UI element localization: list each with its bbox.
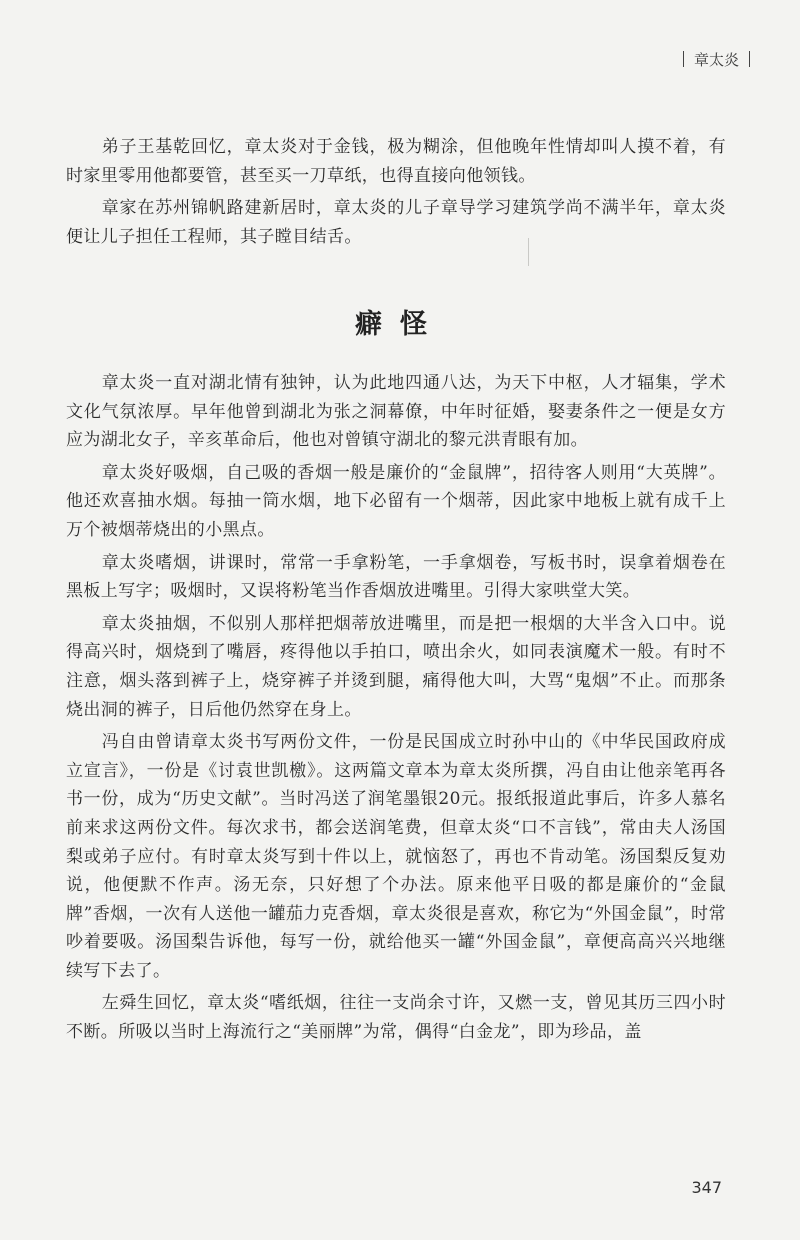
paragraph: 左舜生回忆，章太炎“嗜纸烟，往往一支尚余寸许，又燃一支，曾见其历三四小时不断。所吸以当时上海流行之“美丽牌”为常，偶得“白金龙”，即为珍品，盖 bbox=[66, 993, 726, 1043]
running-header bbox=[673, 46, 760, 72]
page-number: 347 bbox=[691, 1178, 722, 1197]
header-divider-left bbox=[683, 51, 684, 67]
section-title: 癖怪 bbox=[355, 309, 445, 340]
paragraph: 章太炎嗜烟，讲课时，常常一手拿粉笔，一手拿烟卷，写板书时，误拿着烟卷在黑板上写字；吸烟时，又误将粉笔当作香烟放进嘴里。引得大家哄堂大笑。 bbox=[66, 552, 726, 602]
paragraph: 冯自由曾请章太炎书写两份文件，一份是民国成立时孙中山的《中华民国政府成立宣言》，一份是《讨袁世凯檄》。这两篇文章本为章太炎所撰，冯自由让他亲笔再各书一份，成为“历史文献”。当时冯送了润笔墨银20元。报纸报道此事后，许多人慕名前来求这两份文件。每次求书，都会送润笔费，但章太炎“口不言钱”，常由夫人汤国梨或弟子应付。有时章太炎写到十件以上，就恼怒了，再也不肯动笔。汤国梨反复劝说，他便默不作声。汤无奈，只好想了个办法。原来他平日吸的都是廉价的“金鼠牌”香烟，一次有人送他一罐茄力克香烟，章太炎很是喜欢，称它为“外国金鼠”，时常吵着要吸。汤国梨告诉他，每写一份，就给他买一罐“外国金鼠”，章便高高兴兴地继续写下去了。 bbox=[66, 732, 726, 981]
paragraph: 章家在苏州锦帆路建新居时，章太炎的儿子章导学习建筑学尚不满半年，章太炎便让儿子担任工程师，其子瞠目结舌。 bbox=[66, 198, 726, 247]
paragraph: 章太炎好吸烟，自己吸的香烟一般是廉价的“金鼠牌”，招待客人则用“大英牌”。他还欢喜抽水烟。每抽一筒水烟，地下必留有一个烟蒂，因此家中地板上就有成千上万个被烟蒂烧出的小黑点。 bbox=[66, 462, 726, 540]
section-text-block bbox=[66, 369, 726, 1051]
paragraph: 弟子王基乾回忆，章太炎对于金钱，极为糊涂，但他晚年性情却叫人摸不着，有时家里零用他都要管，甚至买一刀草纸，也得直接向他领钱。 bbox=[66, 137, 726, 186]
paragraph: 章太炎一直对湖北情有独钟，认为此地四通八达，为天下中枢，人才辐集，学术文化气氛浓厚。早年他曾到湖北为张之洞幕僚，中年时征婚，娶妻条件之一便是女方应为湖北女子，辛亥革命后，他也对曾镇守湖北的黎元洪青眼有加。 bbox=[66, 373, 726, 451]
intro-text-block bbox=[66, 133, 726, 255]
header-divider-right bbox=[749, 51, 750, 67]
header-title: 章太炎 bbox=[693, 50, 739, 69]
paragraph: 章太炎抽烟，不似别人那样把烟蒂放进嘴里，而是把一根烟的大半含入口中。说得高兴时，烟烧到了嘴唇，疼得他以手拍口，喷出余火，如同表演魔术一般。有时不注意，烟头落到裤子上，烧穿裤子并烫到腿，痛得他大叫，大骂“鬼烟”不止。而那条烧出洞的裤子，日后他仍然穿在身上。 bbox=[66, 613, 726, 720]
